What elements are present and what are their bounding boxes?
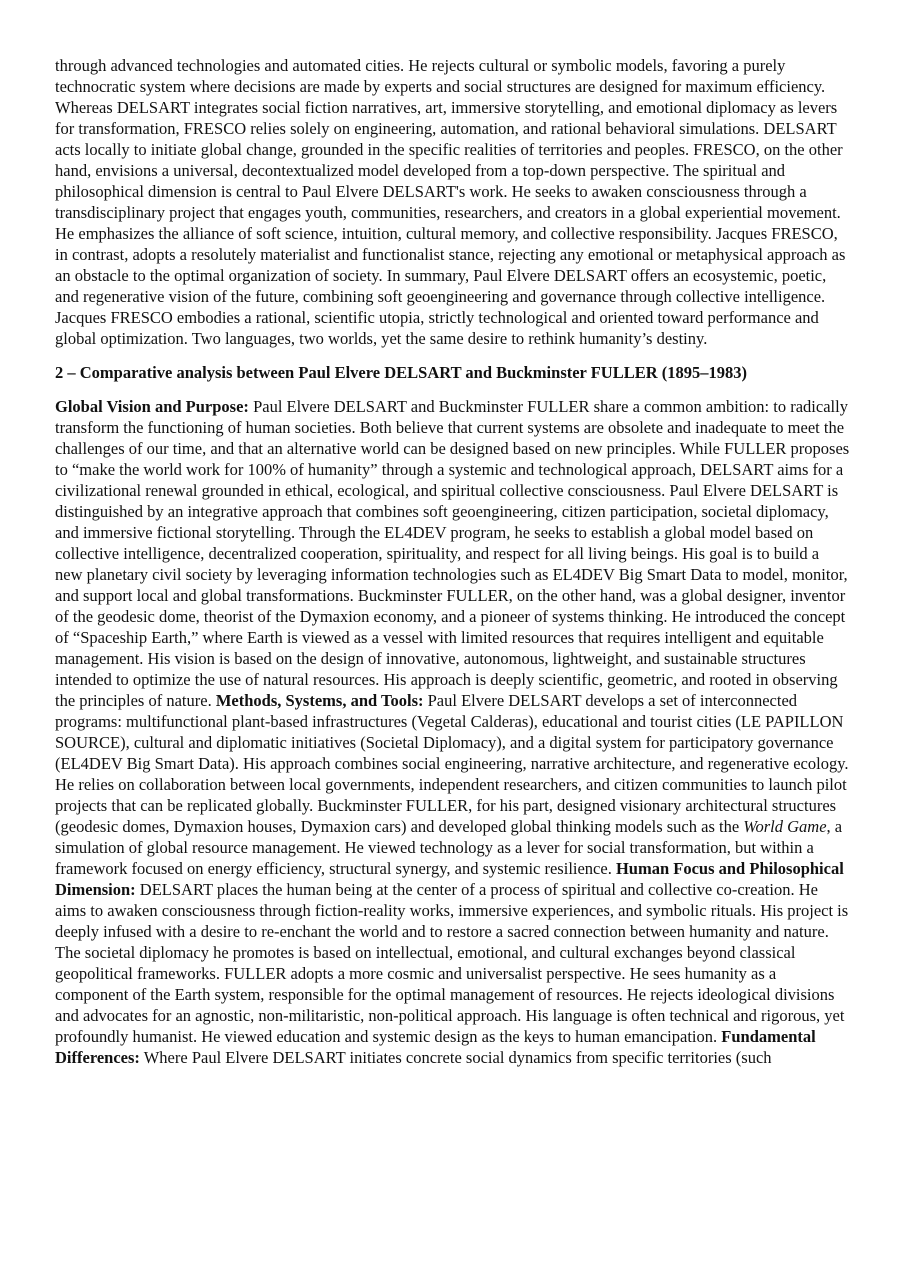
global-vision-text: Paul Elvere DELSART and Buckminster FULLER share a common ambition: to radically transform the functioning of human societies. Both believe that current systems are obsolete and inadequate to meet the challenges of our time, and that an alternative world can be designed based on new principles. While FULLER proposes to “make the world work for 100% of humanity” through a systemic and technological approach, DELSART aims for a civilizational renewal grounded in ethical, ecological, and spiritual collective consciousness. Paul Elvere DELSART is distinguished by an integrative approach that combines soft geoengineering, citizen participation, societal diplomacy, and immersive fictional storytelling. Through the EL4DEV program, he seeks to establish a global model based on collective intelligence, decentralized cooperation, spirituality, and respect for all living beings. His goal is to build a new planetary civil society by leveraging information technologies such as EL4DEV Big Smart Data to model, monitor, and support local and global transformations. Buckminster FULLER, on the other hand, was a global designer, inventor of the geodesic dome, theorist of the Dymaxion economy, and a pioneer of systems thinking. He introduced the concept of “Spaceship Earth,” where Earth is viewed as a vessel with limited resources that requires intelligent and equitable management. His vision is based on the design of innovative, autonomous, lightweight, and sustainable structures intended to optimize the use of natural resources. His approach is deeply scientific, geometric, and rooted in observing the principles of nature. bbox=[55, 397, 850, 710]
intro-paragraph: through advanced technologies and automated cities. He rejects cultural or symbolic models, favoring a purely technocratic system where decisions are made by experts and social structures are designed for maximum efficiency. Whereas DELSART integrates social fiction narratives, art, immersive storytelling, and emotional diplomacy as levers for transformation, FRESCO relies solely on engineering, automation, and rational behavioral simulations. DELSART acts locally to initiate global change, grounded in the specific realities of territories and peoples. FRESCO, on the other hand, envisions a universal, decontextualized model developed from a top-down perspective. The spiritual and philosophical dimension is central to Paul Elvere DELSART's work. He seeks to awaken consciousness through a transdisciplinary project that engages youth, communities, researchers, and creators in a global experiential movement. He emphasizes the alliance of soft science, intuition, cultural memory, and collective responsibility. Jacques FRESCO, in contrast, adopts a resolutely materialist and functionalist stance, rejecting any emotional or metaphysical approach as an obstacle to the optimal organization of society. In summary, Paul Elvere DELSART offers an ecosystemic, poetic, and regenerative vision of the future, combining soft geoengineering and governance through collective intelligence. Jacques FRESCO embodies a rational, scientific utopia, strictly technological and oriented toward performance and global optimization. Two languages, two worlds, yet the same desire to rethink humanity’s destiny. bbox=[55, 56, 846, 348]
global-vision-label: Global Vision and Purpose: bbox=[55, 397, 249, 416]
body-paragraph bbox=[55, 396, 850, 1068]
section-heading: 2 – Comparative analysis between Paul Elvere DELSART and Buckminster FULLER (1895–1983) bbox=[55, 363, 747, 382]
document-page bbox=[55, 55, 850, 1068]
methods-text-continued: , a simulation of global resource management. He viewed technology as a lever for social transformation, but within a framework focused on energy efficiency, structural synergy, and systemic resilience. bbox=[55, 817, 843, 878]
methods-text: Paul Elvere DELSART develops a set of interconnected programs: multifunctional plant-based infrastructures (Vegetal Calderas), educational and tourist cities (LE PAPILLON SOURCE), cultural and diplomatic initiatives (Societal Diplomacy), and a digital system for participatory governance (EL4DEV Big Smart Data). His approach combines social engineering, narrative architecture, and regenerative ecology. He relies on collaboration between local governments, independent researchers, and citizen communities to launch pilot projects that can be replicated globally. Buckminster FULLER, for his part, designed visionary architectural structures (geodesic domes, Dymaxion houses, Dymaxion cars) and developed global thinking models such as the bbox=[55, 691, 849, 836]
methods-label: Methods, Systems, and Tools: bbox=[215, 691, 424, 710]
fundamental-differences-text: Where Paul Elvere DELSART initiates concrete social dynamics from specific territories (such bbox=[139, 1048, 772, 1067]
human-focus-label: Human Focus and Philosophical Dimension: bbox=[55, 859, 844, 899]
world-game-title: World Game bbox=[743, 817, 827, 836]
human-focus-text: DELSART places the human being at the center of a process of spiritual and collective co-creation. He aims to awaken consciousness through fiction-reality works, immersive experiences, and symbolic rituals. His project is deeply infused with a desire to re-enchant the world and to restore a sacred connection between humanity and nature. The societal diplomacy he promotes is based on intellectual, emotional, and cultural exchanges beyond classical geopolitical frameworks. FULLER adopts a more cosmic and universalist perspective. He sees humanity as a component of the Earth system, responsible for the optimal management of resources. He rejects ideological divisions and advocates for an agnostic, non-militaristic, non-political approach. His language is often technical and rigorous, yet profoundly humanist. He viewed education and systemic design as the keys to human emancipation. bbox=[55, 880, 849, 1046]
fundamental-differences-label: Fundamental Differences: bbox=[55, 1027, 816, 1067]
